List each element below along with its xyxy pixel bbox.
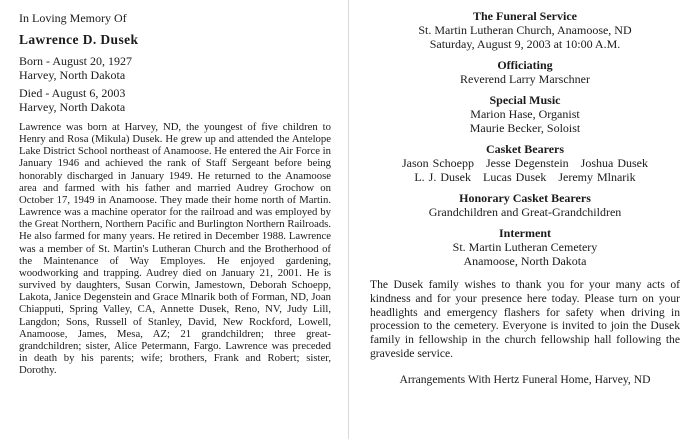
born-place: Harvey, North Dakota: [19, 68, 126, 82]
left-panel: [19, 11, 331, 376]
interment-heading: Interment: [499, 226, 551, 240]
officiating-section: [370, 58, 680, 86]
casket-bearers-row-2: L. J. Dusek Lucas Dusek Jeremy Mlnarik: [414, 170, 636, 184]
honorary-bearers: Grandchildren and Great-Grandchildren: [428, 205, 622, 219]
officiant-name: Reverend Larry Marschner: [460, 72, 590, 86]
died-date: Died - August 6, 2003: [19, 86, 126, 100]
service-time: Saturday, August 9, 2003 at 10:00 A.M.: [429, 37, 621, 51]
organist: Marion Hase, Organist: [470, 107, 580, 121]
honorary-bearers-section: [370, 191, 680, 219]
interment-section: [370, 226, 680, 268]
service-place: St. Martin Lutheran Church, Anamoose, ND: [418, 23, 632, 37]
cemetery-name: St. Martin Lutheran Cemetery: [452, 240, 598, 254]
thank-you-note: The Dusek family wishes to thank you for your many acts of kindness and for your presence here today. Please turn on your headlights and emergency flashers for safety when driving in procession to the cemetery. Everyone is invited to join the Dusek family in fellowship in the church fellowship hall following the graveside service.: [370, 278, 680, 360]
cemetery-location: Anamoose, North Dakota: [463, 254, 587, 268]
soloist: Maurie Becker, Soloist: [469, 121, 581, 135]
funeral-home-arrangements: Arrangements With Hertz Funeral Home, Harvey, ND: [399, 372, 651, 386]
obituary-text: Lawrence was born at Harvey, ND, the youngest of five children to Henry and Rosa (Mikula) Dusek. He grew up and attended the Antelope Lake District School northeast of Anamoose. He entered the Air Force in January 1946 and achieved the rank of Staff Sergeant before being honorably discharged in January 1949. He returned to the Anamoose area and farmed with his father and married Audrey Grochow on October 17, 1949 in Anamoose. They made their home north of Martin. Lawrence was a machine operator for the railroad and was employed by the Great Northern, Northern Pacific and Burlington Northern Railroads. He also farmed for many years. He retired in December 1988. Lawrence was a member of St. Martin's Lutheran Church and the Brotherhood of the Maintenance of Way Employes. He enjoyed gardening, woodworking and trapping. Audrey died on January 21, 2001. He is survived by daughters, Susan Corwin, Jamestown, Deborah Schoepp, Lakota, Janice Degenstein and Grace Mlnarik both of Forman, ND, Joan Chiapputi, Spring Valley, CA, Annette Dusek, Reno, NV, Judy Lill, Langdon; Sons, Russell of Stanley, David, New Rockford, Lowell, Anamoose, James, Mesa, AZ; 21 grandchildren; three great-grandchildren; sister, Alice Petermann, Fargo. Lawrence was preceded in death by his parents; wife; brothers, Frank and Robert; sister, Dorothy.: [19, 121, 331, 377]
casket-bearers-row-1: Jason Schoepp Jesse Degenstein Joshua Dusek: [402, 156, 648, 170]
music-section: [370, 93, 680, 135]
officiating-heading: Officiating: [497, 58, 553, 72]
born-date: Born - August 20, 1927: [19, 54, 133, 68]
music-heading: Special Music: [489, 93, 561, 107]
honorary-heading: Honorary Casket Bearers: [459, 191, 591, 205]
deceased-name: Lawrence D. Dusek: [19, 32, 139, 47]
service-heading: The Funeral Service: [473, 9, 577, 23]
died-place: Harvey, North Dakota: [19, 100, 126, 114]
casket-heading: Casket Bearers: [485, 142, 565, 156]
memory-heading: In Loving Memory Of: [19, 11, 127, 25]
casket-bearers-section: [370, 142, 680, 184]
right-panel: [370, 9, 680, 386]
service-section: [370, 9, 680, 51]
fold-divider: [348, 0, 349, 439]
